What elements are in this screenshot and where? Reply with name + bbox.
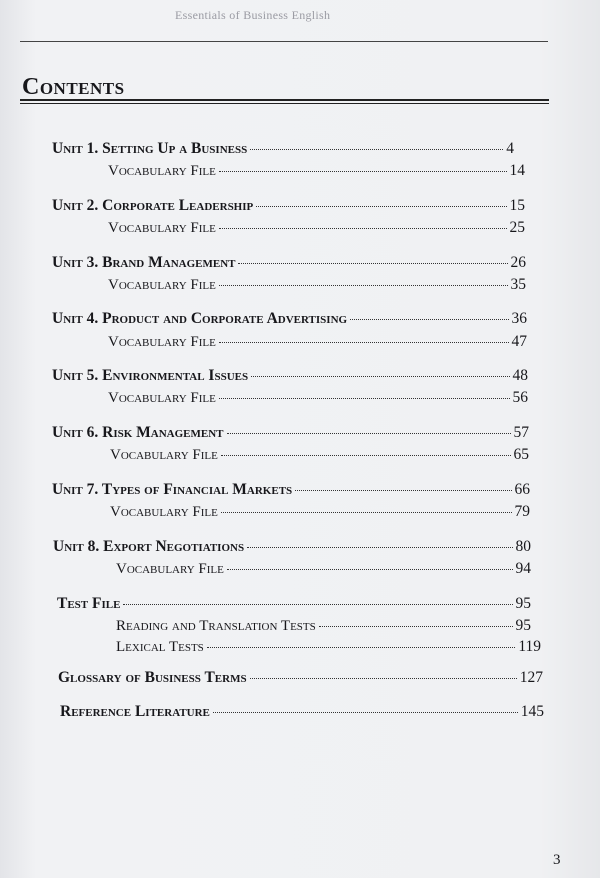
toc-entry-vocabulary-file[interactable]: [110, 503, 530, 521]
toc-entry-vocabulary-file[interactable]: [108, 162, 525, 180]
toc-entry-unit-4[interactable]: [52, 310, 527, 328]
toc-entry-label: Glossary of Business Terms: [58, 669, 247, 686]
toc-entry-glossary[interactable]: [58, 669, 543, 687]
toc-entry-page: 4: [506, 140, 514, 157]
dot-leader: [238, 263, 507, 264]
toc-entry-label: Unit 4. Product and Corporate Advertising: [52, 310, 348, 327]
toc-entry-label: Unit 3. Brand Management: [52, 254, 236, 271]
toc-entry-label: Vocabulary File: [108, 163, 216, 179]
toc-entry-page: 14: [509, 162, 525, 179]
toc-entry-page: 48: [512, 367, 528, 384]
dot-leader: [219, 398, 510, 399]
toc-entry-label: Vocabulary File: [110, 504, 218, 520]
dot-leader: [221, 512, 512, 513]
title-rule-thin: [20, 103, 549, 104]
toc-entry-label: Unit 8. Export Negotiations: [53, 538, 245, 555]
toc-entry-test-file[interactable]: [57, 595, 531, 613]
toc-entry-label: Vocabulary File: [108, 334, 216, 350]
toc-entry-page: 94: [515, 560, 531, 577]
toc-entry-label: Test File: [57, 595, 121, 612]
dot-leader: [221, 455, 511, 456]
dot-leader: [207, 647, 516, 648]
dot-leader: [250, 678, 517, 679]
dot-leader: [219, 342, 509, 343]
dot-leader: [219, 228, 507, 229]
toc-entry-vocabulary-file[interactable]: [108, 276, 526, 294]
dot-leader: [319, 626, 513, 627]
toc-entry-page: 65: [513, 446, 529, 463]
toc-entry-page: 119: [518, 638, 541, 655]
dot-leader: [247, 547, 512, 548]
page-number: 3: [553, 852, 561, 868]
page-title: Contents: [22, 74, 125, 100]
dot-leader: [350, 319, 508, 320]
toc-entry-vocabulary-file[interactable]: [108, 219, 525, 237]
dot-leader: [251, 376, 509, 377]
dot-leader: [219, 171, 507, 172]
toc-entry-label: Unit 5. Environmental Issues: [52, 367, 249, 384]
dot-leader: [123, 604, 512, 605]
toc-entry-unit-8[interactable]: [53, 538, 531, 556]
toc-entry-label: Unit 6. Risk Management: [52, 424, 224, 441]
toc-entry-unit-5[interactable]: [52, 367, 528, 385]
dot-leader: [256, 206, 506, 207]
toc-entry-lexical-tests[interactable]: [116, 638, 541, 656]
toc-entry-vocabulary-file[interactable]: [116, 560, 531, 578]
toc-entry-label: Reference Literature: [60, 703, 210, 720]
toc-entry-label: Unit 2. Corporate Leadership: [52, 197, 254, 214]
toc-entry-vocabulary-file[interactable]: [110, 446, 529, 464]
toc-entry-label: Vocabulary File: [110, 447, 218, 463]
toc-entry-label: Vocabulary File: [116, 561, 224, 577]
toc-entry-label: Vocabulary File: [108, 220, 216, 236]
toc-entry-label: Reading and Translation Tests: [116, 618, 316, 634]
toc-entry-page: 95: [515, 595, 531, 612]
running-header: Essentials of Business English: [175, 8, 331, 22]
dot-leader: [227, 433, 511, 434]
toc-entry-label: Vocabulary File: [108, 277, 216, 293]
toc-entry-label: Unit 1. Setting Up a Business: [52, 140, 248, 157]
dot-leader: [295, 490, 511, 491]
toc-entry-page: 56: [512, 389, 528, 406]
title-rule-thick: [20, 99, 549, 101]
toc-entry-page: 35: [510, 276, 526, 293]
toc-entry-page: 26: [510, 254, 526, 271]
dot-leader: [250, 149, 503, 150]
toc-entry-unit-6[interactable]: [52, 424, 529, 442]
toc-entry-unit-3[interactable]: [52, 254, 526, 272]
toc-entry-page: 36: [511, 310, 527, 327]
toc-entry-page: 57: [513, 424, 529, 441]
toc-entry-unit-1[interactable]: [52, 140, 514, 158]
toc-entry-page: 15: [509, 197, 525, 214]
toc-entry-label: Unit 7. Types of Financial Markets: [52, 481, 293, 498]
toc-entry-page: 66: [514, 481, 530, 498]
toc-entry-reference-literature[interactable]: [60, 703, 544, 721]
toc-entry-page: 25: [509, 219, 525, 236]
toc-entry-page: 47: [511, 333, 527, 350]
toc-entry-label: Vocabulary File: [108, 390, 216, 406]
toc-entry-page: 79: [514, 503, 530, 520]
toc-entry-vocabulary-file[interactable]: [108, 389, 528, 407]
toc-entry-unit-2[interactable]: [52, 197, 525, 215]
header-rule: [20, 41, 548, 42]
toc-entry-label: Lexical Tests: [116, 639, 204, 655]
toc-entry-page: 127: [519, 669, 543, 686]
toc-entry-unit-7[interactable]: [52, 481, 530, 499]
dot-leader: [227, 569, 513, 570]
toc-entry-reading-translation-tests[interactable]: [116, 617, 531, 635]
toc-entry-page: 145: [520, 703, 544, 720]
toc-entry-vocabulary-file[interactable]: [108, 333, 527, 351]
toc-entry-page: 95: [515, 617, 531, 634]
toc-entry-page: 80: [515, 538, 531, 555]
dot-leader: [213, 712, 518, 713]
dot-leader: [219, 285, 508, 286]
